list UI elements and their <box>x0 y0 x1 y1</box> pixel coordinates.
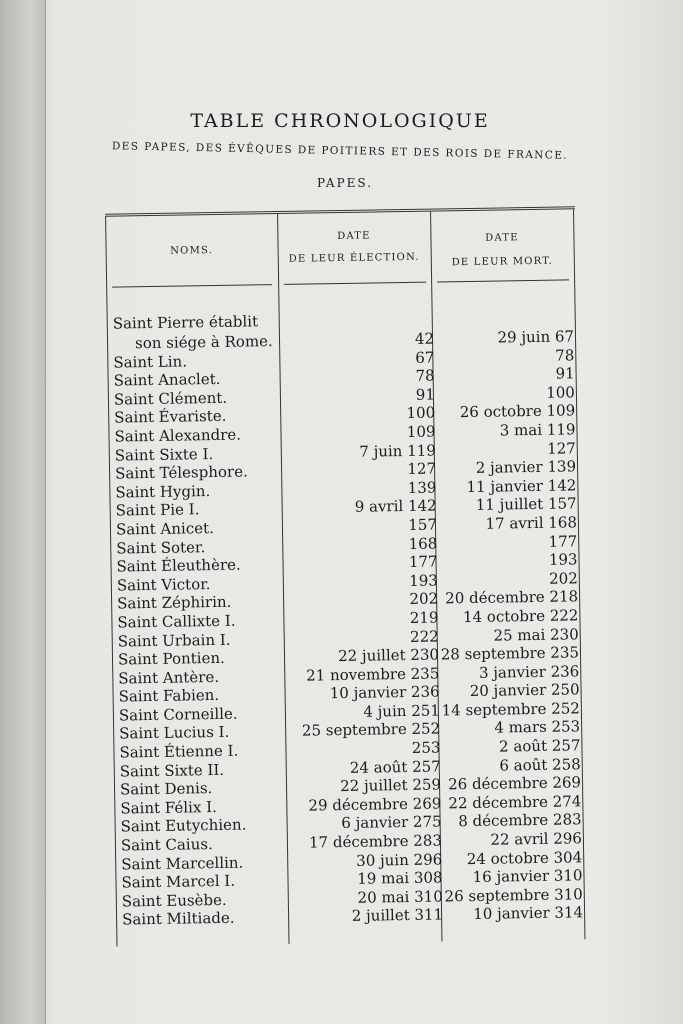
pope-name: Saint Caius. <box>120 835 213 855</box>
header-election-line2: DE LEUR ÉLECTION. <box>288 251 420 265</box>
pope-name: Saint Sixte I. <box>114 444 214 465</box>
death-date: 6 août 258 <box>499 754 581 775</box>
election-date: 6 janvier 275 <box>341 812 442 833</box>
pope-name: Saint Sixte II. <box>119 760 225 781</box>
pope-name: Saint Callixte I. <box>117 611 236 632</box>
death-date: 3 mai 119 <box>499 420 576 440</box>
election-date: 24 août 257 <box>349 757 441 777</box>
election-date: 67 <box>415 348 435 367</box>
pope-name-continued: son siége à Rome. <box>134 332 273 353</box>
death-date: 177 <box>548 531 578 551</box>
election-date: 127 <box>407 459 437 479</box>
header-rule <box>284 282 426 285</box>
election-date: 91 <box>415 385 436 404</box>
election-date: 19 mai 308 <box>357 868 443 889</box>
death-date: 127 <box>546 438 576 458</box>
election-date: 109 <box>406 422 436 441</box>
pope-name: Saint Anaclet. <box>113 370 221 390</box>
pope-name: Saint Éleuthère. <box>116 555 241 576</box>
pope-name: Saint Marcel I. <box>121 871 236 892</box>
death-date: 91 <box>555 364 575 383</box>
death-date: 20 décembre 218 <box>445 587 579 608</box>
pope-name: Saint Marcellin. <box>121 853 244 874</box>
death-date: 17 avril 168 <box>485 513 578 533</box>
election-date: 7 juin 119 <box>359 441 436 461</box>
death-date: 20 janvier 250 <box>469 680 580 701</box>
election-date: 42 <box>414 329 435 348</box>
election-date: 10 janvier 236 <box>329 682 440 703</box>
pope-name: Saint Victor. <box>116 574 211 595</box>
election-date: 29 décembre 269 <box>308 794 442 815</box>
death-date: 14 octobre 222 <box>462 606 579 627</box>
pope-name: Saint Anicet. <box>115 518 214 539</box>
header-rule <box>437 279 569 282</box>
header-death-line1: DATE <box>485 232 519 244</box>
election-date: 222 <box>409 627 439 646</box>
election-date: 100 <box>406 403 436 423</box>
election-date: 78 <box>415 366 435 386</box>
page-title: TABLE CHRONOLOGIQUE <box>190 110 490 132</box>
pope-name: Saint Clément. <box>113 388 228 409</box>
election-date: 157 <box>408 515 438 534</box>
death-date: 11 janvier 142 <box>466 476 577 496</box>
election-date: 20 mai 310 <box>357 887 443 907</box>
death-date: 26 septembre 310 <box>444 885 583 906</box>
election-date: 202 <box>409 589 439 609</box>
death-date: 4 mars 253 <box>494 717 581 738</box>
pope-name: Saint Soter. <box>116 537 206 558</box>
pope-name: Saint Lucius I. <box>119 723 230 744</box>
election-date: 22 juillet 230 <box>337 645 440 666</box>
header-death-line2: DE LEUR MORT. <box>451 255 554 269</box>
header-election-line1: DATE <box>337 230 371 243</box>
book-spine <box>0 0 46 1024</box>
death-date: 24 octobre 304 <box>466 847 583 868</box>
pope-name: Saint Eusèbe. <box>121 890 227 911</box>
pope-name: Saint Fabien. <box>118 686 220 706</box>
election-date: 17 décembre 283 <box>308 831 443 852</box>
death-date: 22 avril 296 <box>490 829 583 849</box>
election-date: 193 <box>409 571 438 590</box>
election-date: 9 avril 142 <box>354 496 437 517</box>
death-date: 28 septembre 235 <box>440 643 580 664</box>
election-date: 21 novembre 235 <box>305 664 440 685</box>
header-rule <box>112 284 272 288</box>
death-date: 16 janvier 310 <box>472 866 583 887</box>
election-date: 25 septembre 252 <box>301 719 441 741</box>
chronology-table <box>105 206 586 946</box>
pope-name: Saint Félix I. <box>120 797 217 818</box>
pope-name: Saint Eutychien. <box>120 815 247 836</box>
death-date: 3 janvier 236 <box>478 661 580 682</box>
election-date: 2 juillet 311 <box>351 905 444 926</box>
death-date: 25 mai 230 <box>493 624 579 645</box>
pope-name: Saint Urbain I. <box>117 630 231 651</box>
election-date: 4 juin 251 <box>363 701 441 721</box>
death-date: 26 décembre 269 <box>448 773 582 794</box>
pope-name: Saint Antère. <box>118 667 220 688</box>
death-date: 100 <box>546 383 576 402</box>
election-date: 219 <box>409 608 439 627</box>
election-date: 139 <box>407 478 437 497</box>
table-body <box>107 307 587 929</box>
death-date: 29 juin 67 <box>497 327 575 347</box>
pope-name: Saint Évariste. <box>114 407 227 427</box>
death-date: 2 janvier 139 <box>475 457 577 478</box>
pope-name: Saint Hygin. <box>115 481 211 502</box>
election-date: 22 juillet 259 <box>340 775 442 796</box>
pope-name: Saint Étienne I. <box>119 741 239 762</box>
pope-name: Saint Zéphirin. <box>117 593 232 613</box>
election-date: 177 <box>408 552 438 572</box>
pope-name: Saint Télesphore. <box>114 462 248 483</box>
page-subtitle: DES PAPES, DES ÉVÊQUES DE POITIERS ET DES ROIS DE FRANCE. <box>111 140 569 162</box>
death-date: 11 juillet 157 <box>475 494 577 515</box>
pope-name: Saint Denis. <box>119 779 213 799</box>
pope-name: Saint Pierre établit <box>112 312 259 333</box>
section-heading: PAPES. <box>316 176 374 190</box>
pope-name: Saint Corneille. <box>118 704 238 725</box>
pope-name: Saint Alexandre. <box>114 425 242 446</box>
death-date: 26 octobre 109 <box>459 401 576 422</box>
pope-name: Saint Lin. <box>113 352 188 372</box>
pope-name: Saint Pie I. <box>115 500 200 520</box>
death-date: 14 septembre 252 <box>441 699 580 720</box>
pope-name: Saint Pontien. <box>117 648 225 669</box>
header-names: NOMS. <box>170 244 214 257</box>
election-date: 30 juin 296 <box>356 850 443 870</box>
death-date: 193 <box>548 550 578 569</box>
death-date: 8 décembre 283 <box>458 810 582 831</box>
death-date: 2 août 257 <box>498 736 581 756</box>
death-date: 202 <box>549 569 578 588</box>
pope-name: Saint Miltiade. <box>121 909 235 929</box>
election-date: 253 <box>411 738 441 757</box>
death-date: 78 <box>555 345 575 365</box>
death-date: 10 janvier 314 <box>473 903 584 924</box>
death-date: 22 décembre 274 <box>448 792 582 813</box>
election-date: 168 <box>408 534 438 553</box>
